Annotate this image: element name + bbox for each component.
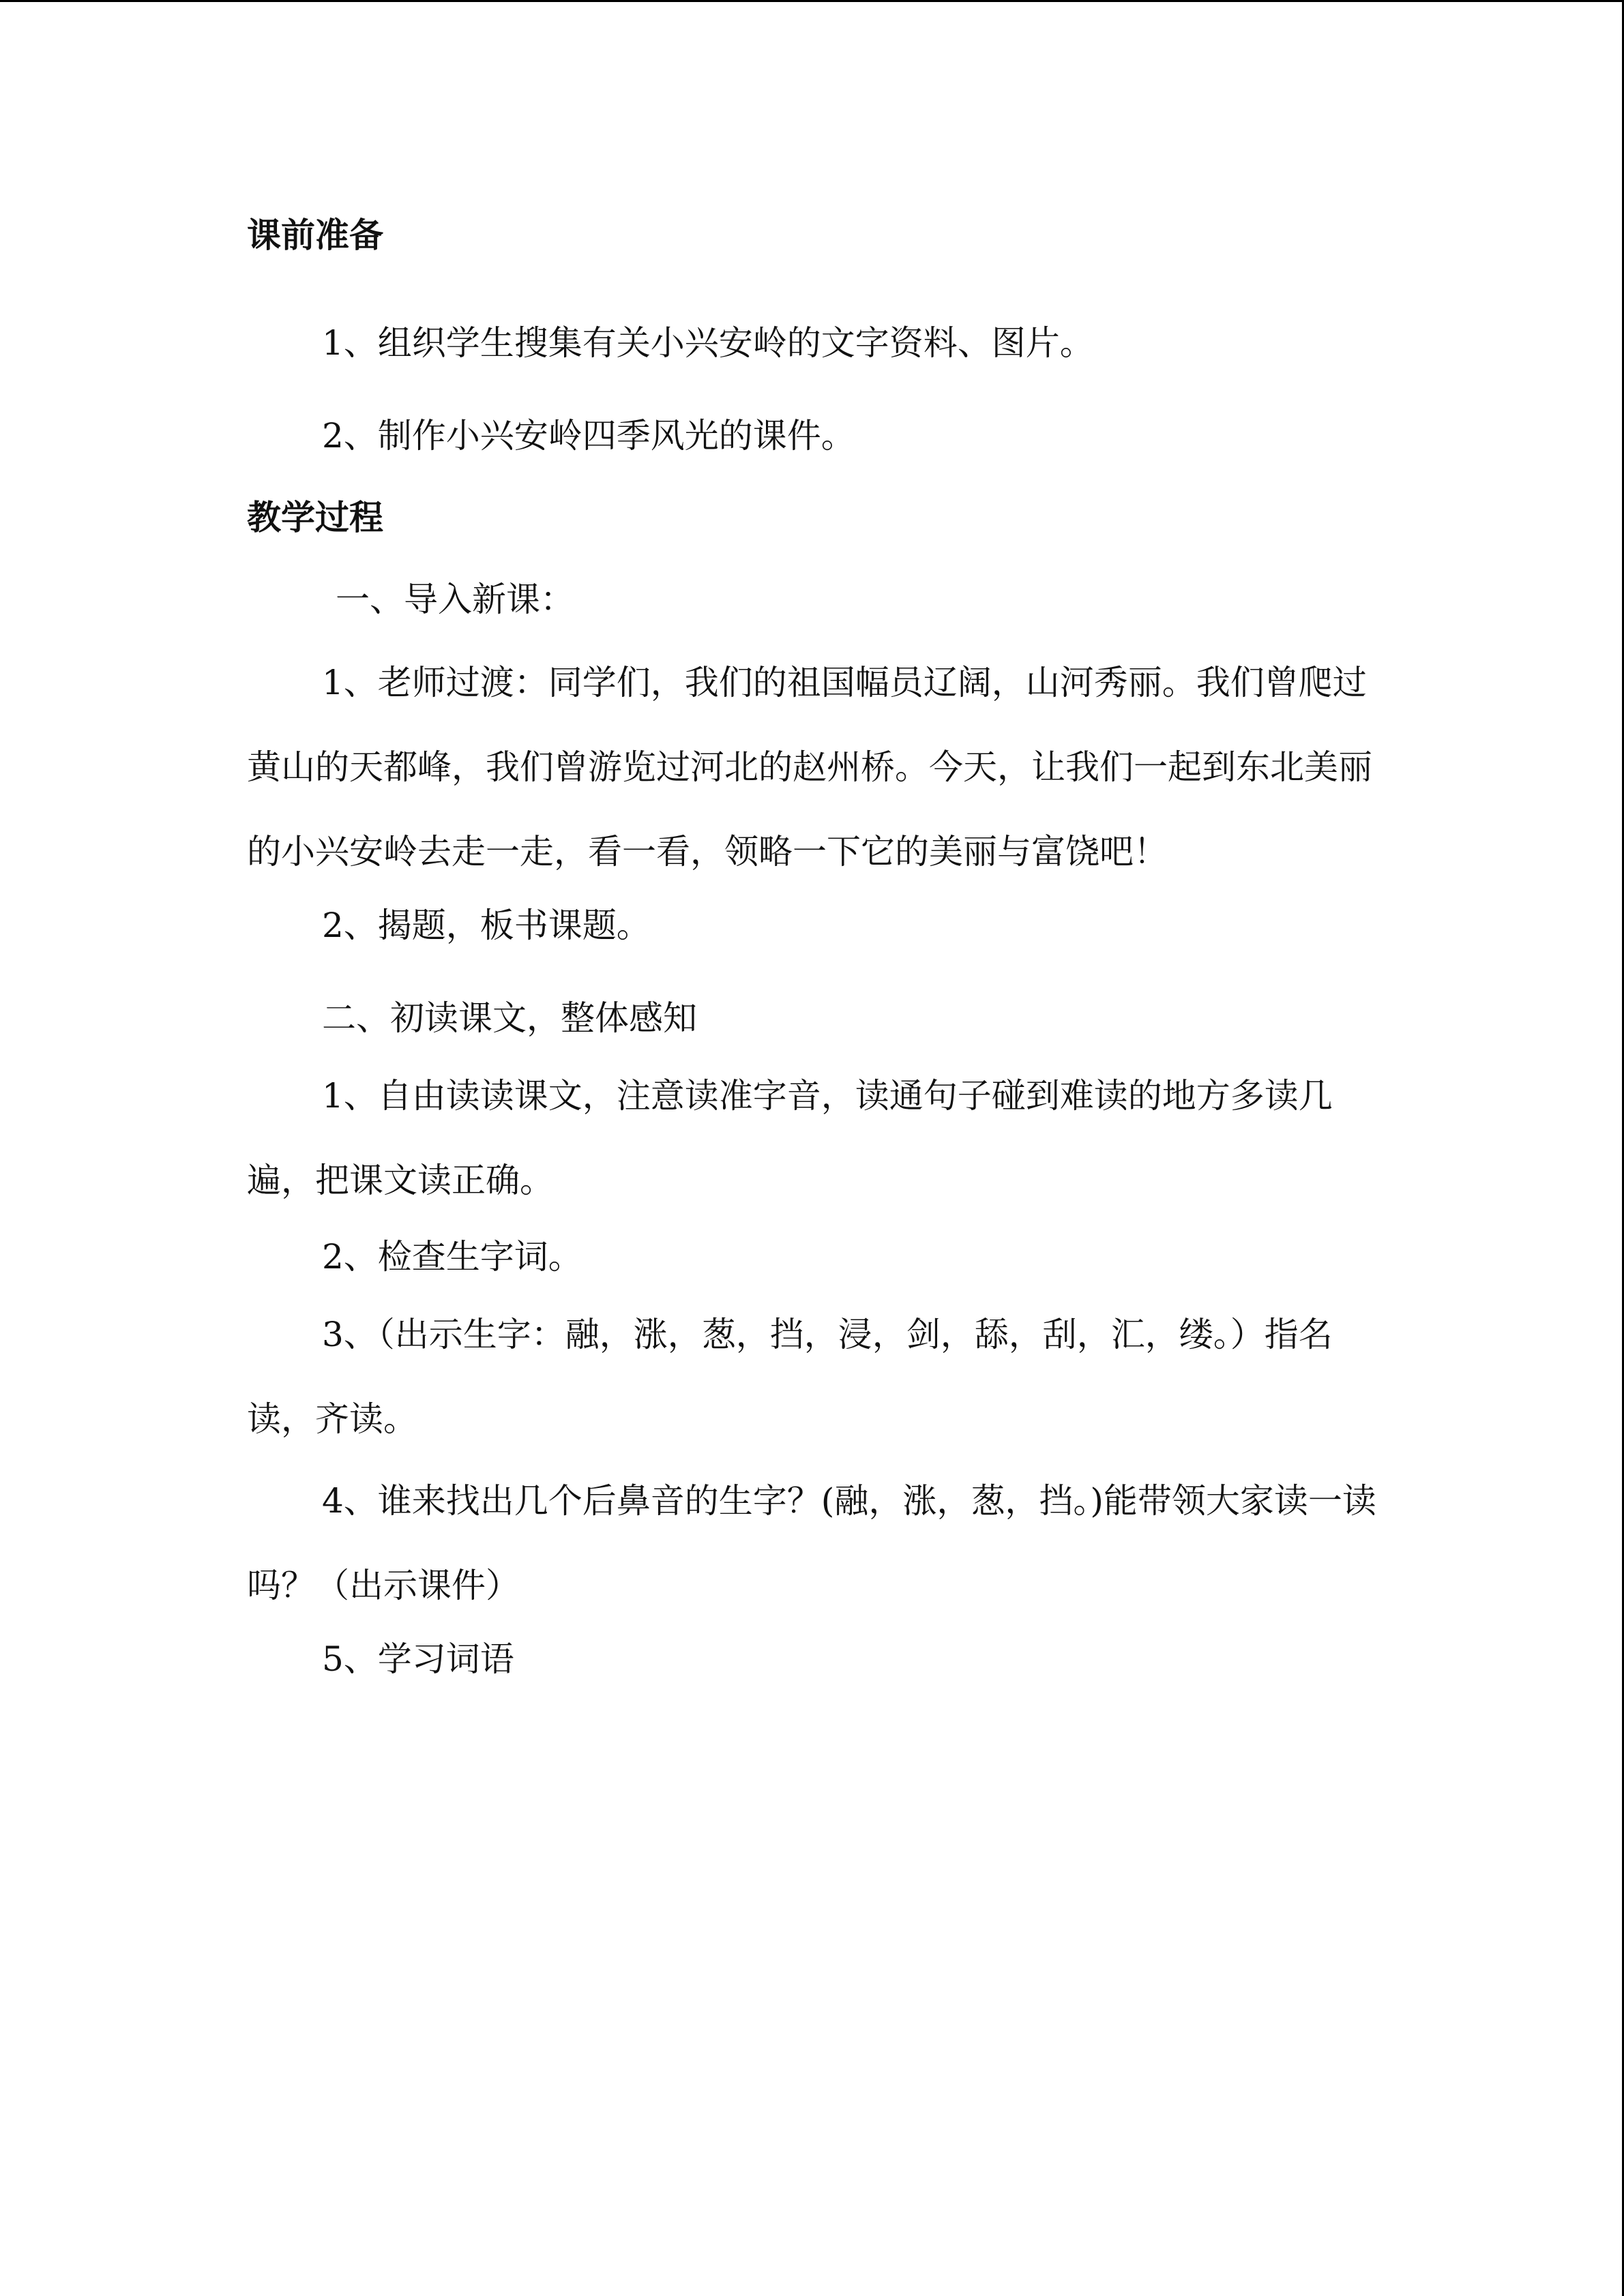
part2-paragraph-1: 1、自由读读课文，注意读准字音，读通句子碰到难读的地方多读几遍，把课文读正确。 — [247, 1076, 1333, 1200]
part2-paragraph-2: 2、检查生字词。 — [322, 1237, 582, 1277]
part1-paragraph-1: 1、老师过渡：同学们，我们的祖国幅员辽阔，山河秀丽。我们曾爬过黄山的天都峰，我们曾游览过河北的赵州桥。今天，让我们一起到东北美丽的小兴安岭去走一走，看一看，领略一下它的美丽与富饶吧！ — [247, 663, 1372, 871]
part2-paragraph-4: 4、谁来找出几个后鼻音的生字？(融，涨，葱，挡。)能带领大家读一读吗？（出示课件） — [247, 1481, 1376, 1605]
document-body — [247, 208, 1379, 1686]
part1-paragraph-2: 2、揭题，板书课题。 — [322, 906, 651, 945]
page-border-top — [0, 0, 1624, 2]
section-heading-process: 教学过程 — [247, 498, 383, 537]
prep-item-1: 1、组织学生搜集有关小兴安岭的文字资料、图片。 — [322, 323, 1094, 363]
part2-paragraph-3: 3、（出示生字：融，涨，葱，挡，浸，剑，舔，刮，汇，缕。）指名读，齐读。 — [247, 1315, 1333, 1439]
section-heading-prep: 课前准备 — [247, 215, 383, 255]
part2-paragraph-5: 5、学习词语 — [322, 1639, 514, 1679]
part2-heading: 二、初读课文，整体感知 — [322, 998, 697, 1038]
part1-heading: 一、导入新课： — [336, 580, 574, 619]
prep-item-2: 2、制作小兴安岭四季风光的课件。 — [322, 416, 855, 456]
